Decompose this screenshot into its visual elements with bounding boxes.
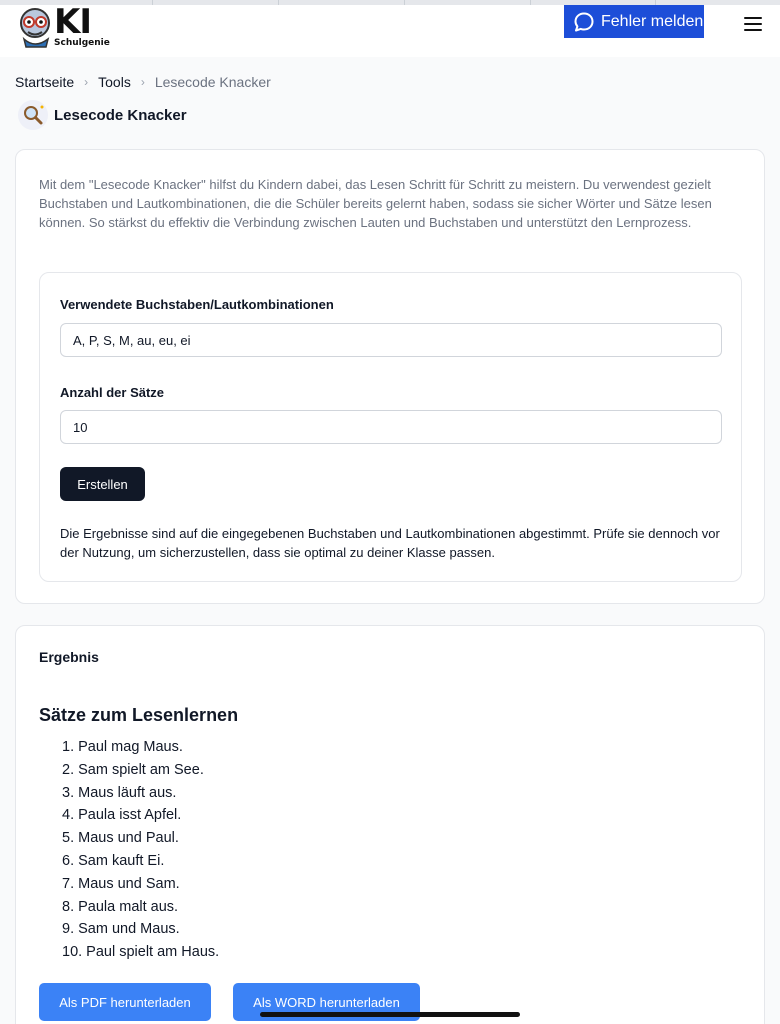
report-error-button[interactable]: [564, 5, 704, 38]
logo-text: KI: [54, 2, 91, 42]
list-item: 10. Paul spielt am Haus.: [62, 944, 220, 961]
list-item: 7. Maus und Sam.: [62, 875, 180, 892]
list-item: 3. Maus läuft aus.: [62, 784, 177, 801]
result-card: [15, 625, 765, 1024]
home-indicator[interactable]: [260, 1012, 520, 1017]
list-item: 4. Paula isst Apfel.: [62, 807, 182, 824]
breadcrumb-current: Lesecode Knacker: [154, 74, 271, 90]
page-title: Lesecode Knacker: [54, 106, 187, 124]
hamburger-menu-icon[interactable]: [744, 17, 763, 33]
magnifier-icon: [18, 100, 48, 130]
list-item: 8. Paula malt aus.: [62, 898, 179, 915]
genie-mascot-icon: [16, 5, 56, 49]
letters-label: Verwendete Buchstaben/Lautkombinationen: [60, 297, 334, 312]
sentence-list: [62, 736, 219, 964]
top-header: [0, 2, 780, 57]
chat-bubble-icon: [573, 11, 595, 33]
logo-subtitle: Schulgenie: [54, 38, 110, 48]
count-input[interactable]: [60, 410, 722, 444]
list-item: 6. Sam kauft Ei.: [62, 852, 165, 869]
chevron-right-icon: ›: [84, 75, 89, 89]
result-heading: Ergebnis: [39, 649, 99, 665]
list-item: 5. Maus und Paul.: [62, 830, 179, 847]
breadcrumb-tools[interactable]: Tools: [98, 74, 131, 90]
chevron-right-icon: ›: [140, 75, 145, 89]
sentences-title: Sätze zum Lesenlernen: [39, 705, 239, 725]
count-label: Anzahl der Sätze: [60, 385, 165, 400]
breadcrumb-home[interactable]: Startseite: [15, 74, 75, 90]
report-error-label: Fehler melden: [601, 12, 704, 30]
intro-text: Mit dem "Lesecode Knacker" hilfst du Kindern dabei, das Lesen Schritt für Schritt zu meistern. Du verwendest gezielt Buchstaben und Lautkombinationen, die die Schüler bereits gelernt haben, sodass sie sicher Wörter und Sätze lesen können. So stärkst du effektiv die Verbindung zwischen Lauten und Buchstaben und unterstützt den Lernprozess.: [39, 177, 712, 230]
letters-input[interactable]: [60, 323, 722, 357]
list-item: 1. Paul mag Maus.: [62, 739, 183, 755]
download-pdf-button[interactable]: Als PDF herunterladen: [39, 983, 211, 1021]
download-word-button[interactable]: Als WORD herunterladen: [233, 983, 420, 1021]
form-card: [39, 272, 742, 582]
breadcrumb: [15, 74, 271, 90]
result-notice: Die Ergebnisse sind auf die eingegebenen Buchstaben und Lautkombinationen abgestimmt. Prüfe sie dennoch vor der Nutzung, um sicherzustellen, dass sie optimal zu deiner Klasse passen.: [60, 526, 720, 560]
create-button[interactable]: Erstellen: [60, 467, 145, 501]
logo[interactable]: [16, 2, 116, 51]
list-item: 9. Sam und Maus.: [62, 921, 180, 938]
list-item: 2. Sam spielt am See.: [62, 761, 204, 778]
page-title-row: [18, 100, 187, 130]
tool-card: [15, 149, 765, 604]
